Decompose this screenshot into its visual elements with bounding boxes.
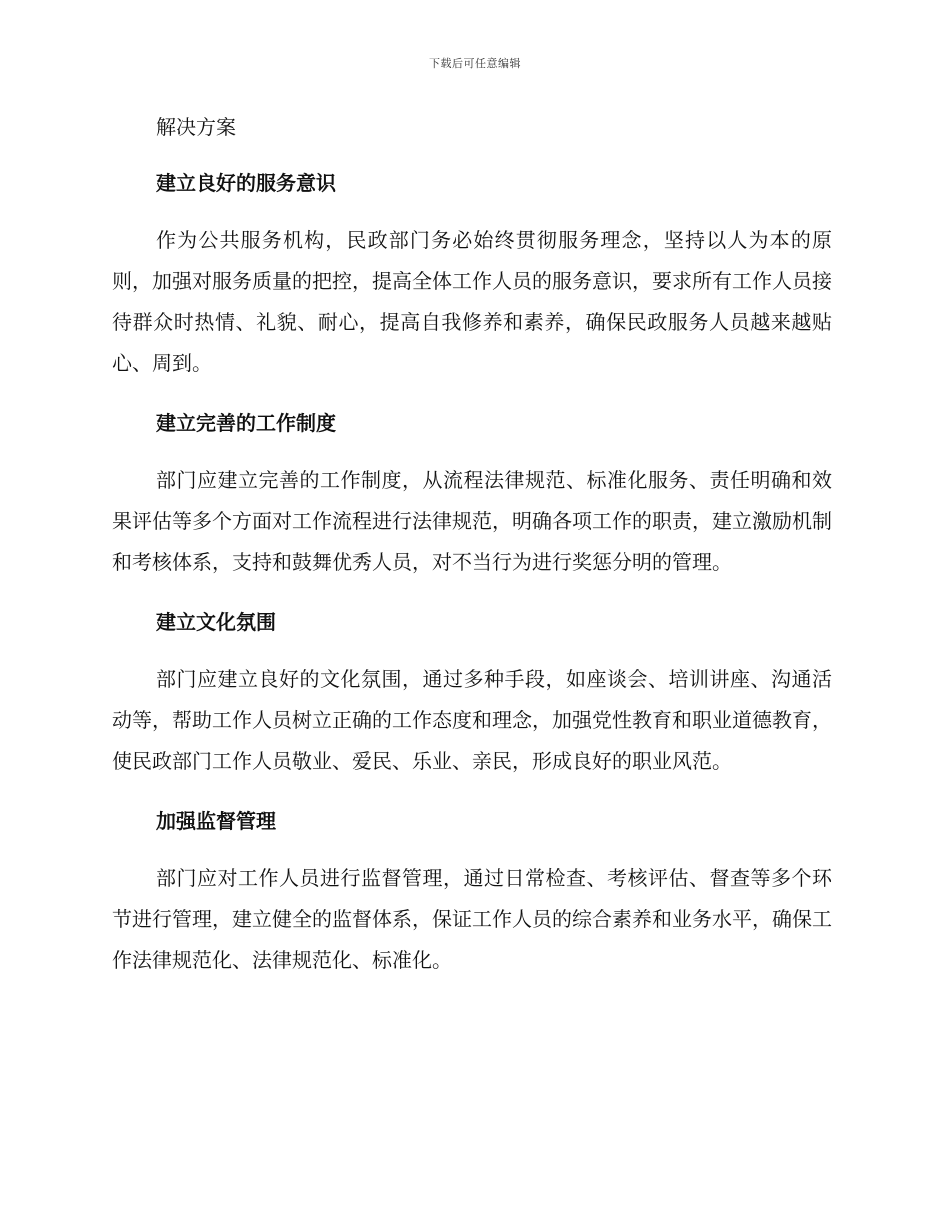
section-heading: 建立完善的工作制度 [156,411,336,435]
section-heading: 建立文化氛围 [156,610,276,634]
document-content [112,110,832,1003]
section-work-system [112,406,832,583]
section-body: 部门应建立良好的文化氛围，通过多种手段，如座谈会、培训讲座、沟通活动等，帮助工作人员树立正确的工作态度和理念，加强党性教育和职业道德教育，使民政部门工作人员敬业、爱民、乐业、亲民，形成良好的职业风范。 [112,667,832,773]
document-title: 解决方案 [156,115,236,139]
page-header: 下载后可任意编辑 [429,57,521,70]
section-service-awareness [112,166,832,384]
section-body: 作为公共服务机构，民政部门务必始终贯彻服务理念，坚持以人为本的原则，加强对服务质量的把控，提高全体工作人员的服务意识，要求所有工作人员接待群众时热情、礼貌、耐心，提高自我修养和素养，确保民政服务人员越来越贴心、周到。 [112,228,832,375]
section-heading: 加强监督管理 [156,809,276,833]
section-body: 部门应建立完善的工作制度，从流程法律规范、标准化服务、责任明确和效果评估等多个方面对工作流程进行法律规范，明确各项工作的职责，建立激励机制和考核体系，支持和鼓舞优秀人员，对不当行为进行奖惩分明的管理。 [112,468,832,574]
section-heading: 建立良好的服务意识 [156,171,336,195]
section-supervision [112,804,832,981]
section-culture [112,605,832,782]
section-body: 部门应对工作人员进行监督管理，通过日常检查、考核评估、督查等多个环节进行管理，建立健全的监督体系，保证工作人员的综合素养和业务水平，确保工作法律规范化、法律规范化、标准化。 [112,866,832,972]
